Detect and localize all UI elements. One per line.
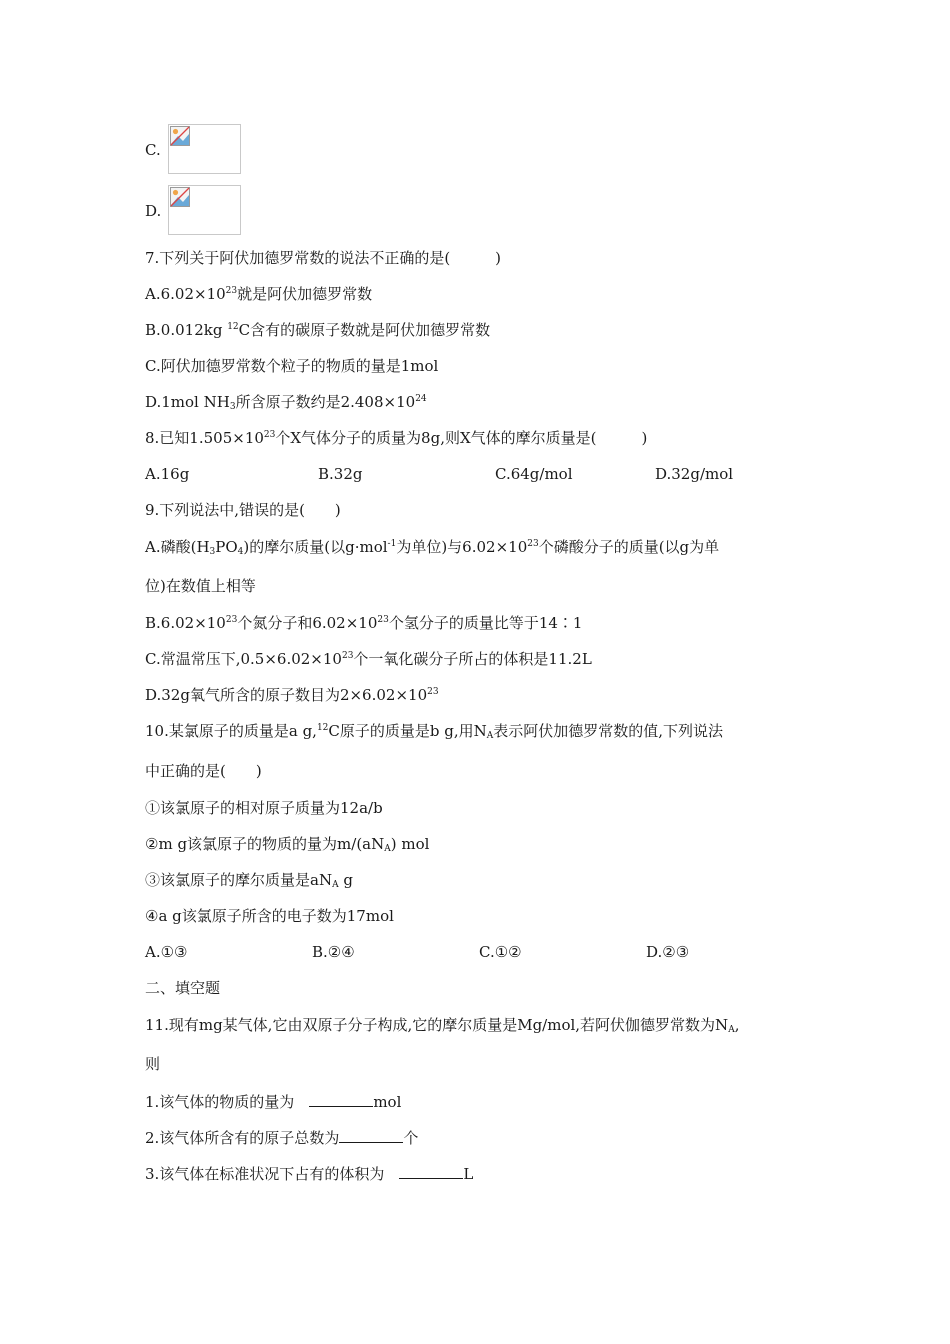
question-9-option-d: D.32g氧气所含的原子数目为$2\times 6.02\times 10^{23}$ bbox=[145, 686, 439, 704]
question-9-option-a-continued: 位)在数值上相等 bbox=[145, 577, 256, 595]
question-11-stem: 11.现有mg某气体,它由双原子分子构成,它的摩尔质量是Mg/mol,若阿伏伽德罗常数为$N_A$, bbox=[145, 1016, 740, 1035]
question-7-option-c: C.阿伏加德罗常数个粒子的物质的量是1mol bbox=[145, 357, 439, 375]
question-7-stem: 7.下列关于阿伏加德罗常数的说法不正确的是( ) bbox=[145, 249, 502, 267]
question-7-option-a: $A.6.02\times 10^{23}$就是阿伏加德罗常数 bbox=[145, 285, 373, 303]
option-label: C. bbox=[145, 141, 161, 159]
question-11-item-3: 3.该气体在标准状况下占有的体积为 L bbox=[145, 1165, 474, 1183]
question-9-option-c: C.常温常压下$,0.5\times 6.02\times 10^{23}$个一氧化碳分子所占的体积是11.2L bbox=[145, 650, 592, 668]
question-11-item-2: 2.该气体所含有的原子总数为 个 bbox=[145, 1129, 419, 1147]
question-9-stem: 9.下列说法中,错误的是( ) bbox=[145, 501, 341, 519]
question-9-option-a: A.磷酸$(H_3PO_4)$的摩尔质量(以g·mol$^{-1}$为单位)与$6.02\times 10^{23}$个磷酸分子的质量(以g为单 bbox=[145, 538, 720, 557]
question-7-option-d: D.1mol $NH_3$所含原子数约是$2.408\times 10^{24}$ bbox=[145, 393, 427, 412]
question-10-stem-continued: 中正确的是( ) bbox=[145, 762, 262, 780]
question-10-stem: 10.某氯原子的质量是a g,$^{12}$C原子的质量是b g,用$N_A$表示阿伏加德罗常数的值,下列说法 bbox=[145, 722, 724, 741]
question-8-option-c: C.64g/mol bbox=[495, 465, 573, 483]
question-10-statement-1: ①该氯原子的相对原子质量为12a/b bbox=[145, 799, 383, 817]
question-10-option-b: B.②④ bbox=[312, 943, 355, 961]
broken-image-placeholder bbox=[168, 124, 241, 174]
question-9-option-b: $B.6.02\times 10^{23}$个氮分子和$6.02\times 10^{23}$个氢分子的质量比等于14∶1 bbox=[145, 614, 583, 632]
broken-image-icon bbox=[170, 187, 190, 207]
question-8-stem: 8.已知$1.505\times 10^{23}$个X气体分子的质量为8g,则X气体的摩尔质量是( ) bbox=[145, 429, 648, 447]
question-8-option-d: D.32g/mol bbox=[655, 465, 734, 483]
answer-blank[interactable] bbox=[309, 1092, 373, 1107]
broken-image-icon bbox=[170, 126, 190, 146]
option-label: D. bbox=[145, 202, 162, 220]
question-8-option-b: B.32g bbox=[318, 465, 363, 483]
question-10-statement-3: ③该氯原子的摩尔质量是$aN_A$ g bbox=[145, 871, 353, 890]
question-11-stem-continued: 则 bbox=[145, 1055, 161, 1073]
question-10-option-a: A.①③ bbox=[145, 943, 188, 961]
section-heading: 二、填空题 bbox=[145, 979, 221, 997]
question-11-item-1: 1.该气体的物质的量为 mol bbox=[145, 1093, 402, 1111]
question-10-option-d: D.②③ bbox=[646, 943, 690, 961]
question-10-statement-4: ④a g该氯原子所含的电子数为17mol bbox=[145, 907, 394, 925]
question-7-option-b: B.0.012kg $^{12}$C含有的碳原子数就是阿伏加德罗常数 bbox=[145, 321, 491, 339]
question-10-option-c: C.①② bbox=[479, 943, 522, 961]
question-10-statement-2: ②m g该氯原子的物质的量为$m/(aN_A)$ mol bbox=[145, 835, 430, 854]
question-8-option-a: A.16g bbox=[145, 465, 190, 483]
broken-image-placeholder bbox=[168, 185, 241, 235]
answer-blank[interactable] bbox=[339, 1128, 403, 1143]
answer-blank[interactable] bbox=[399, 1164, 463, 1179]
